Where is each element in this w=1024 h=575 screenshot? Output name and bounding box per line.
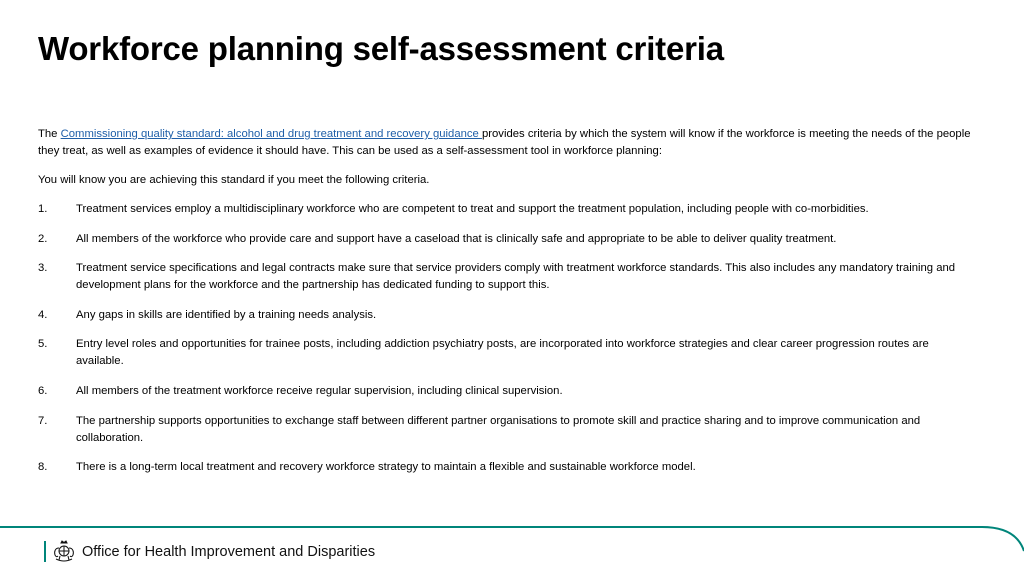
intro-prefix: The (38, 128, 61, 140)
list-item (38, 231, 978, 248)
list-item (38, 383, 978, 400)
criteria-list (38, 201, 978, 476)
list-item-number: 2. (38, 232, 48, 245)
list-item-text: There is a long-term local treatment and recovery workforce strategy to maintain a flexible and sustainable workforce model. (76, 461, 696, 474)
list-item-number: 5. (38, 338, 48, 351)
list-item (38, 336, 978, 370)
list-item-text: Any gaps in skills are identified by a training needs analysis. (76, 308, 377, 321)
lead-paragraph: You will know you are achieving this standard if you meet the following criteria. (38, 174, 430, 186)
footer-divider-line (0, 505, 1024, 575)
list-item (38, 459, 978, 476)
list-item-text: All members of the workforce who provide care and support have a caseload that is clinically safe and appropriate to be able to deliver quality treatment. (76, 232, 837, 245)
list-item-number: 8. (38, 461, 48, 474)
guidance-link[interactable]: Commissioning quality standard: alcohol and drug treatment and recovery guidance (60, 128, 482, 140)
list-item-number: 4. (38, 308, 48, 321)
content-body (38, 126, 978, 489)
list-item-text: Entry level roles and opportunities for trainee posts, including addiction psychiatry posts, are incorporated into workforce strategies and clear career progression routes are available. (76, 338, 929, 368)
list-item-text: Treatment services employ a multidisciplinary workforce who are competent to treat and support the treatment population, including people with co-morbidities. (76, 203, 869, 215)
page-title: Workforce planning self-assessment criteria (38, 30, 724, 67)
list-item-text: All members of the treatment workforce receive regular supervision, including clinical supervision. (76, 384, 563, 397)
list-item (38, 260, 978, 294)
list-item (38, 413, 978, 447)
list-item-number: 3. (38, 262, 48, 275)
intro-paragraph (38, 126, 978, 160)
royal-crest-icon (51, 539, 77, 565)
list-item-text: The partnership supports opportunities to exchange staff between different partner organisations to promote skill and practice sharing and to improve communication and collaboration. (76, 414, 921, 444)
list-item-number: 7. (38, 414, 48, 427)
list-item (38, 307, 978, 324)
list-item-number: 6. (38, 384, 48, 397)
intro-suffix: provides criteria by which the system will know if the workforce is meeting the needs of the people they treat, as well as examples of evidence it should have. This can be used as a self-assessment tool in workforce planning: (38, 128, 971, 157)
footer-org-name: Office for Health Improvement and Disparities (82, 544, 376, 560)
footer-accent-bar (44, 541, 46, 562)
list-item-number: 1. (38, 203, 48, 215)
list-item (38, 201, 978, 218)
list-item-text: Treatment service specifications and legal contracts make sure that service providers comply with treatment workforce standards. This also includes any mandatory training and development plans for the workforce and the partnership has dedicated funding to support this. (76, 262, 956, 292)
